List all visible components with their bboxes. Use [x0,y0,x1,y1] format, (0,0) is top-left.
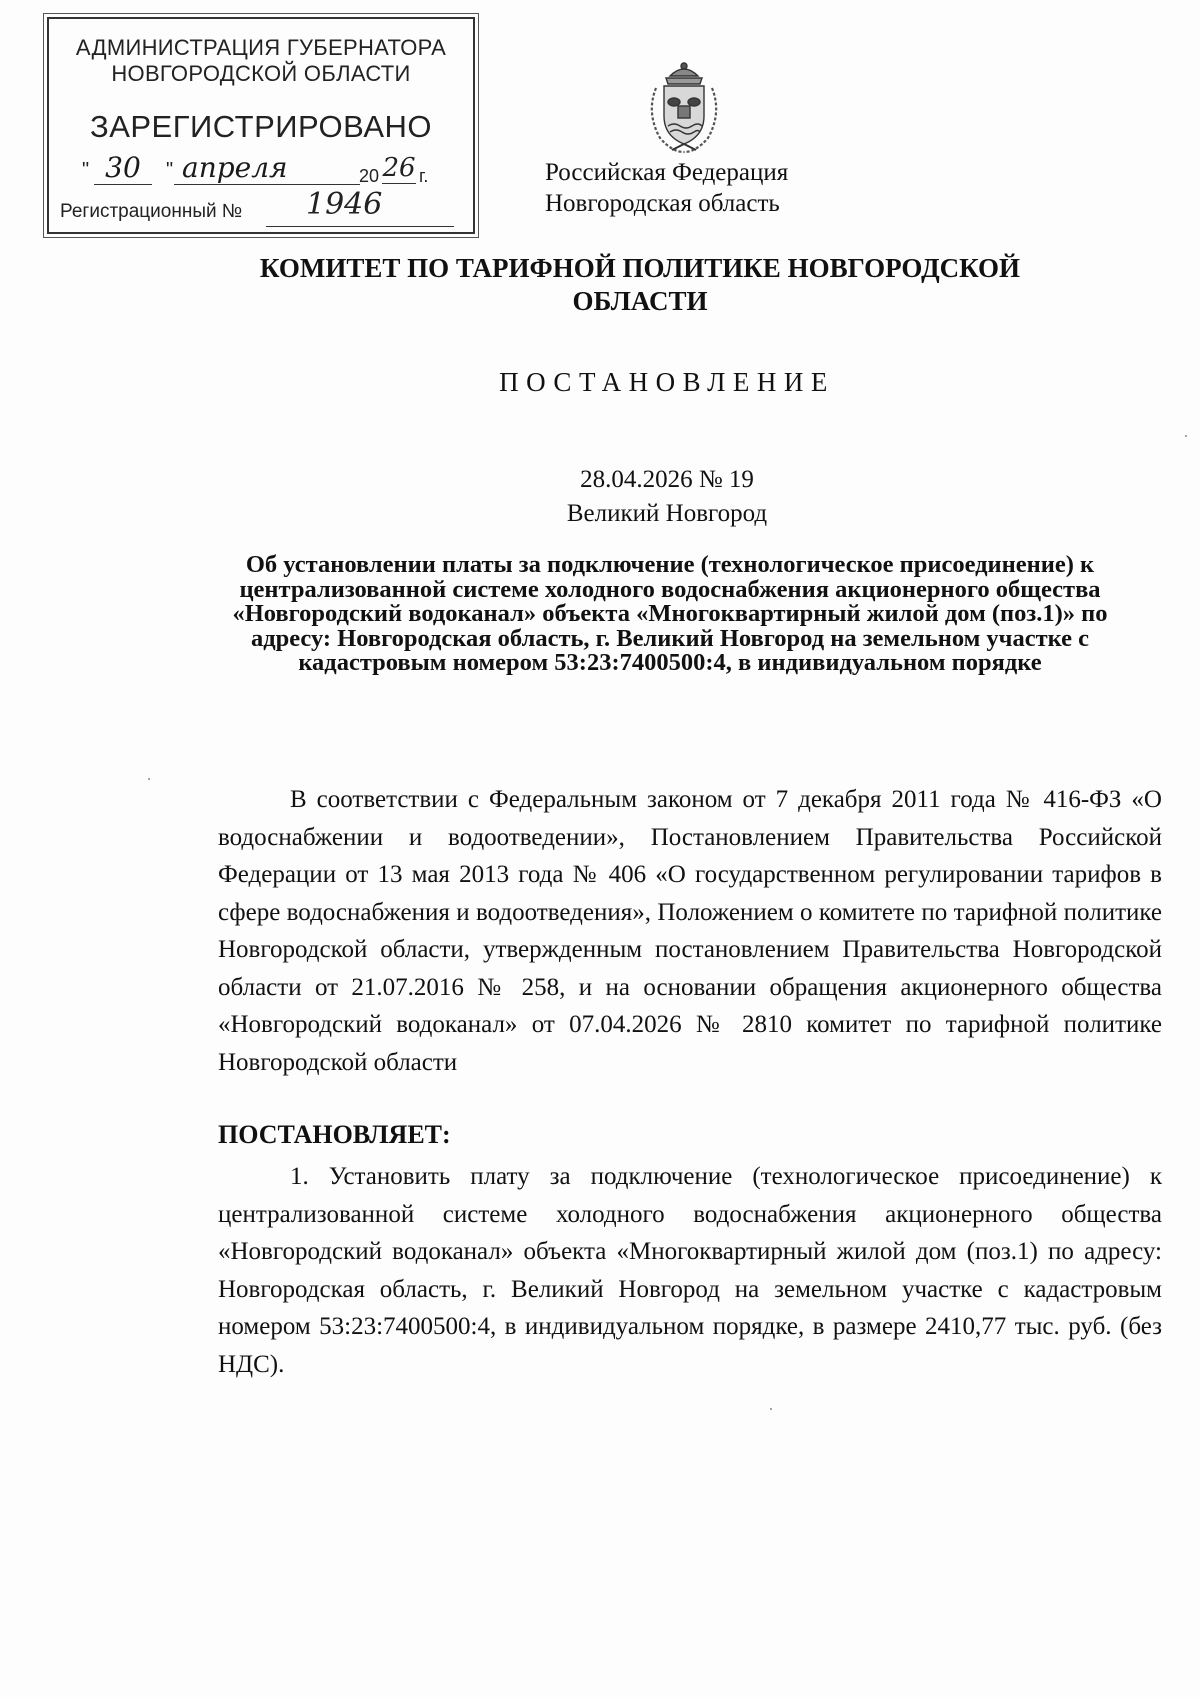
document-date-number: 28.04.2026 № 19 [580,466,754,493]
stamp-year-prefix: 20 [359,166,380,186]
document-subject: Об установлении платы за подключение (технологическое присоединение) к централизованной системе холодного водоснабжения акционерного общества «Новгородский водоканал» объекта «Многоквартирный жилой дом (поз.1)» по адресу: Новгородская область, г. Великий Новгород на земельном участке с кадастровым номером 53:23:7400500:4, в индивидуальном порядке [232,551,1108,676]
country-name: Российская Федерация [545,159,789,186]
committee-title: КОМИТЕТ ПО ТАРИФНОЙ ПОЛИТИКЕ НОВГОРОДСКОЙ ОБЛАСТИ [259,253,1021,316]
stamp-org-line2: НОВГОРОДСКОЙ ОБЛАСТИ [111,61,411,86]
stamp-year-unit: г. [419,166,429,186]
stamp-month: апреля [174,151,360,185]
novgorod-coat-of-arms-icon [636,58,732,156]
stamp-regno-value: 1946 [266,187,454,227]
decree-word: ПОСТАНОВЛЯЕТ: [218,1120,451,1149]
stamp-quote-close: " [166,159,174,181]
stamp-date [82,151,462,191]
region-name: Новгородская область [545,190,780,217]
stamp-regno-label: Регистрационный № [60,201,243,222]
preamble-paragraph: В соответствии с Федеральным законом от 7 декабря 2011 года № 416-ФЗ «О водоснабжении и водоотведении», Постановлением Правительства Российской Федерации от 13 мая 2013 года № 406 «О государственном регулировании тарифов в сфере водоснабжения и водоотведения», Положением о комитете по тарифной политике Новгородской области, утвержденным постановлением Правительства Новгородской области от 21.07.2016 № 258, и на основании обращения акционерного общества «Новгородский водоканал» от 07.04.2026 № 2810 комитет по тарифной политике Новгородской области [218,786,1162,1076]
stamp-org-line1: АДМИНИСТРАЦИЯ ГУБЕРНАТОРА [75,35,447,60]
stamp-status: ЗАРЕГИСТРИРОВАНО [89,109,432,144]
document-type: ПОСТАНОВЛЕНИЕ [499,367,835,397]
stamp-year-suffix: 26 [382,153,416,183]
scan-speck [148,778,150,780]
scan-speck [1185,435,1187,437]
item-1-paragraph: 1. Установить плату за подключение (технологическое присоединение) к централизованной системе холодного водоснабжения акционерного общества «Новгородский водоканал» объекта «Многоквартирный жилой дом (поз.1) по адресу: Новгородская область, г. Великий Новгород на земельном участке с кадастровым номером 53:23:7400500:4, в индивидуальном порядке, в размере 2410,77 тыс. руб. (без НДС). [218,1163,1162,1378]
document-city: Великий Новгород [566,500,768,527]
stamp-quote-open: " [82,159,90,181]
stamp-day: 30 [94,151,152,185]
registration-stamp [47,17,475,234]
scan-speck [770,1408,772,1410]
country-header [545,157,835,219]
